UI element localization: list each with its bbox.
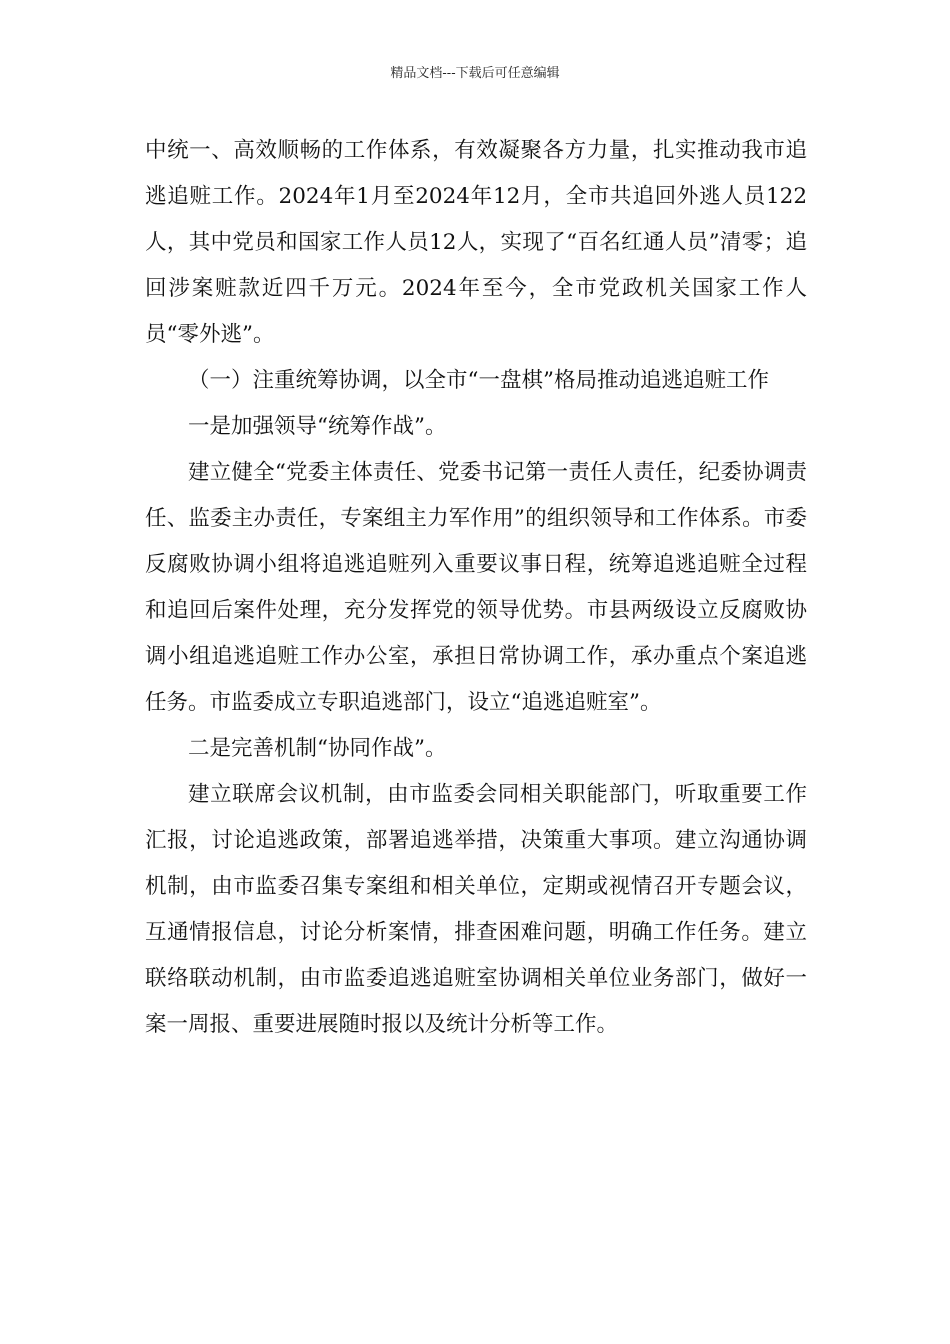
document-body	[145, 128, 807, 1048]
body-paragraph: 中统一、高效顺畅的工作体系，有效凝聚各方力量，扎实推动我市追逃追赃工作。2024年1月至2024年12月，全市共追回外逃人员122人，其中党员和国家工作人员12人，实现了“百名红通人员”清零；追回涉案赃款近四千万元。2024年至今，全市党政机关国家工作人员“零外逃”。	[145, 138, 807, 347]
page-header: 精品文档---下载后可任意编辑	[390, 66, 560, 81]
section-heading: （一）注重统筹协调，以全市“一盘棋”格局推动追逃追赃工作	[188, 368, 769, 393]
body-paragraph: 建立健全“党委主体责任、党委书记第一责任人责任，纪委协调责任、监委主办责任，专案组主力军作用”的组织领导和工作体系。市委反腐败协调小组将追逃追赃列入重要议事日程，统筹追逃追赃全过程和追回后案件处理，充分发挥党的领导优势。市县两级设立反腐败协调小组追逃追赃工作办公室，承担日常协调工作，承办重点个案追逃任务。市监委成立专职追逃部门，设立“追逃追赃室”。	[145, 460, 807, 715]
body-paragraph: 建立联席会议机制，由市监委会同相关职能部门，听取重要工作汇报，讨论追逃政策，部署追逃举措，决策重大事项。建立沟通协调机制，由市监委召集专案组和相关单位，定期或视情召开专题会议，互通情报信息，讨论分析案情，排查困难问题，明确工作任务。建立联络联动机制，由市监委追逃追赃室协调相关单位业务部门，做好一案一周报、重要进展随时报以及统计分析等工作。	[145, 782, 807, 1037]
subheading: 一是加强领导“统筹作战”。	[188, 414, 447, 439]
subheading: 二是完善机制“协同作战”。	[188, 736, 447, 761]
